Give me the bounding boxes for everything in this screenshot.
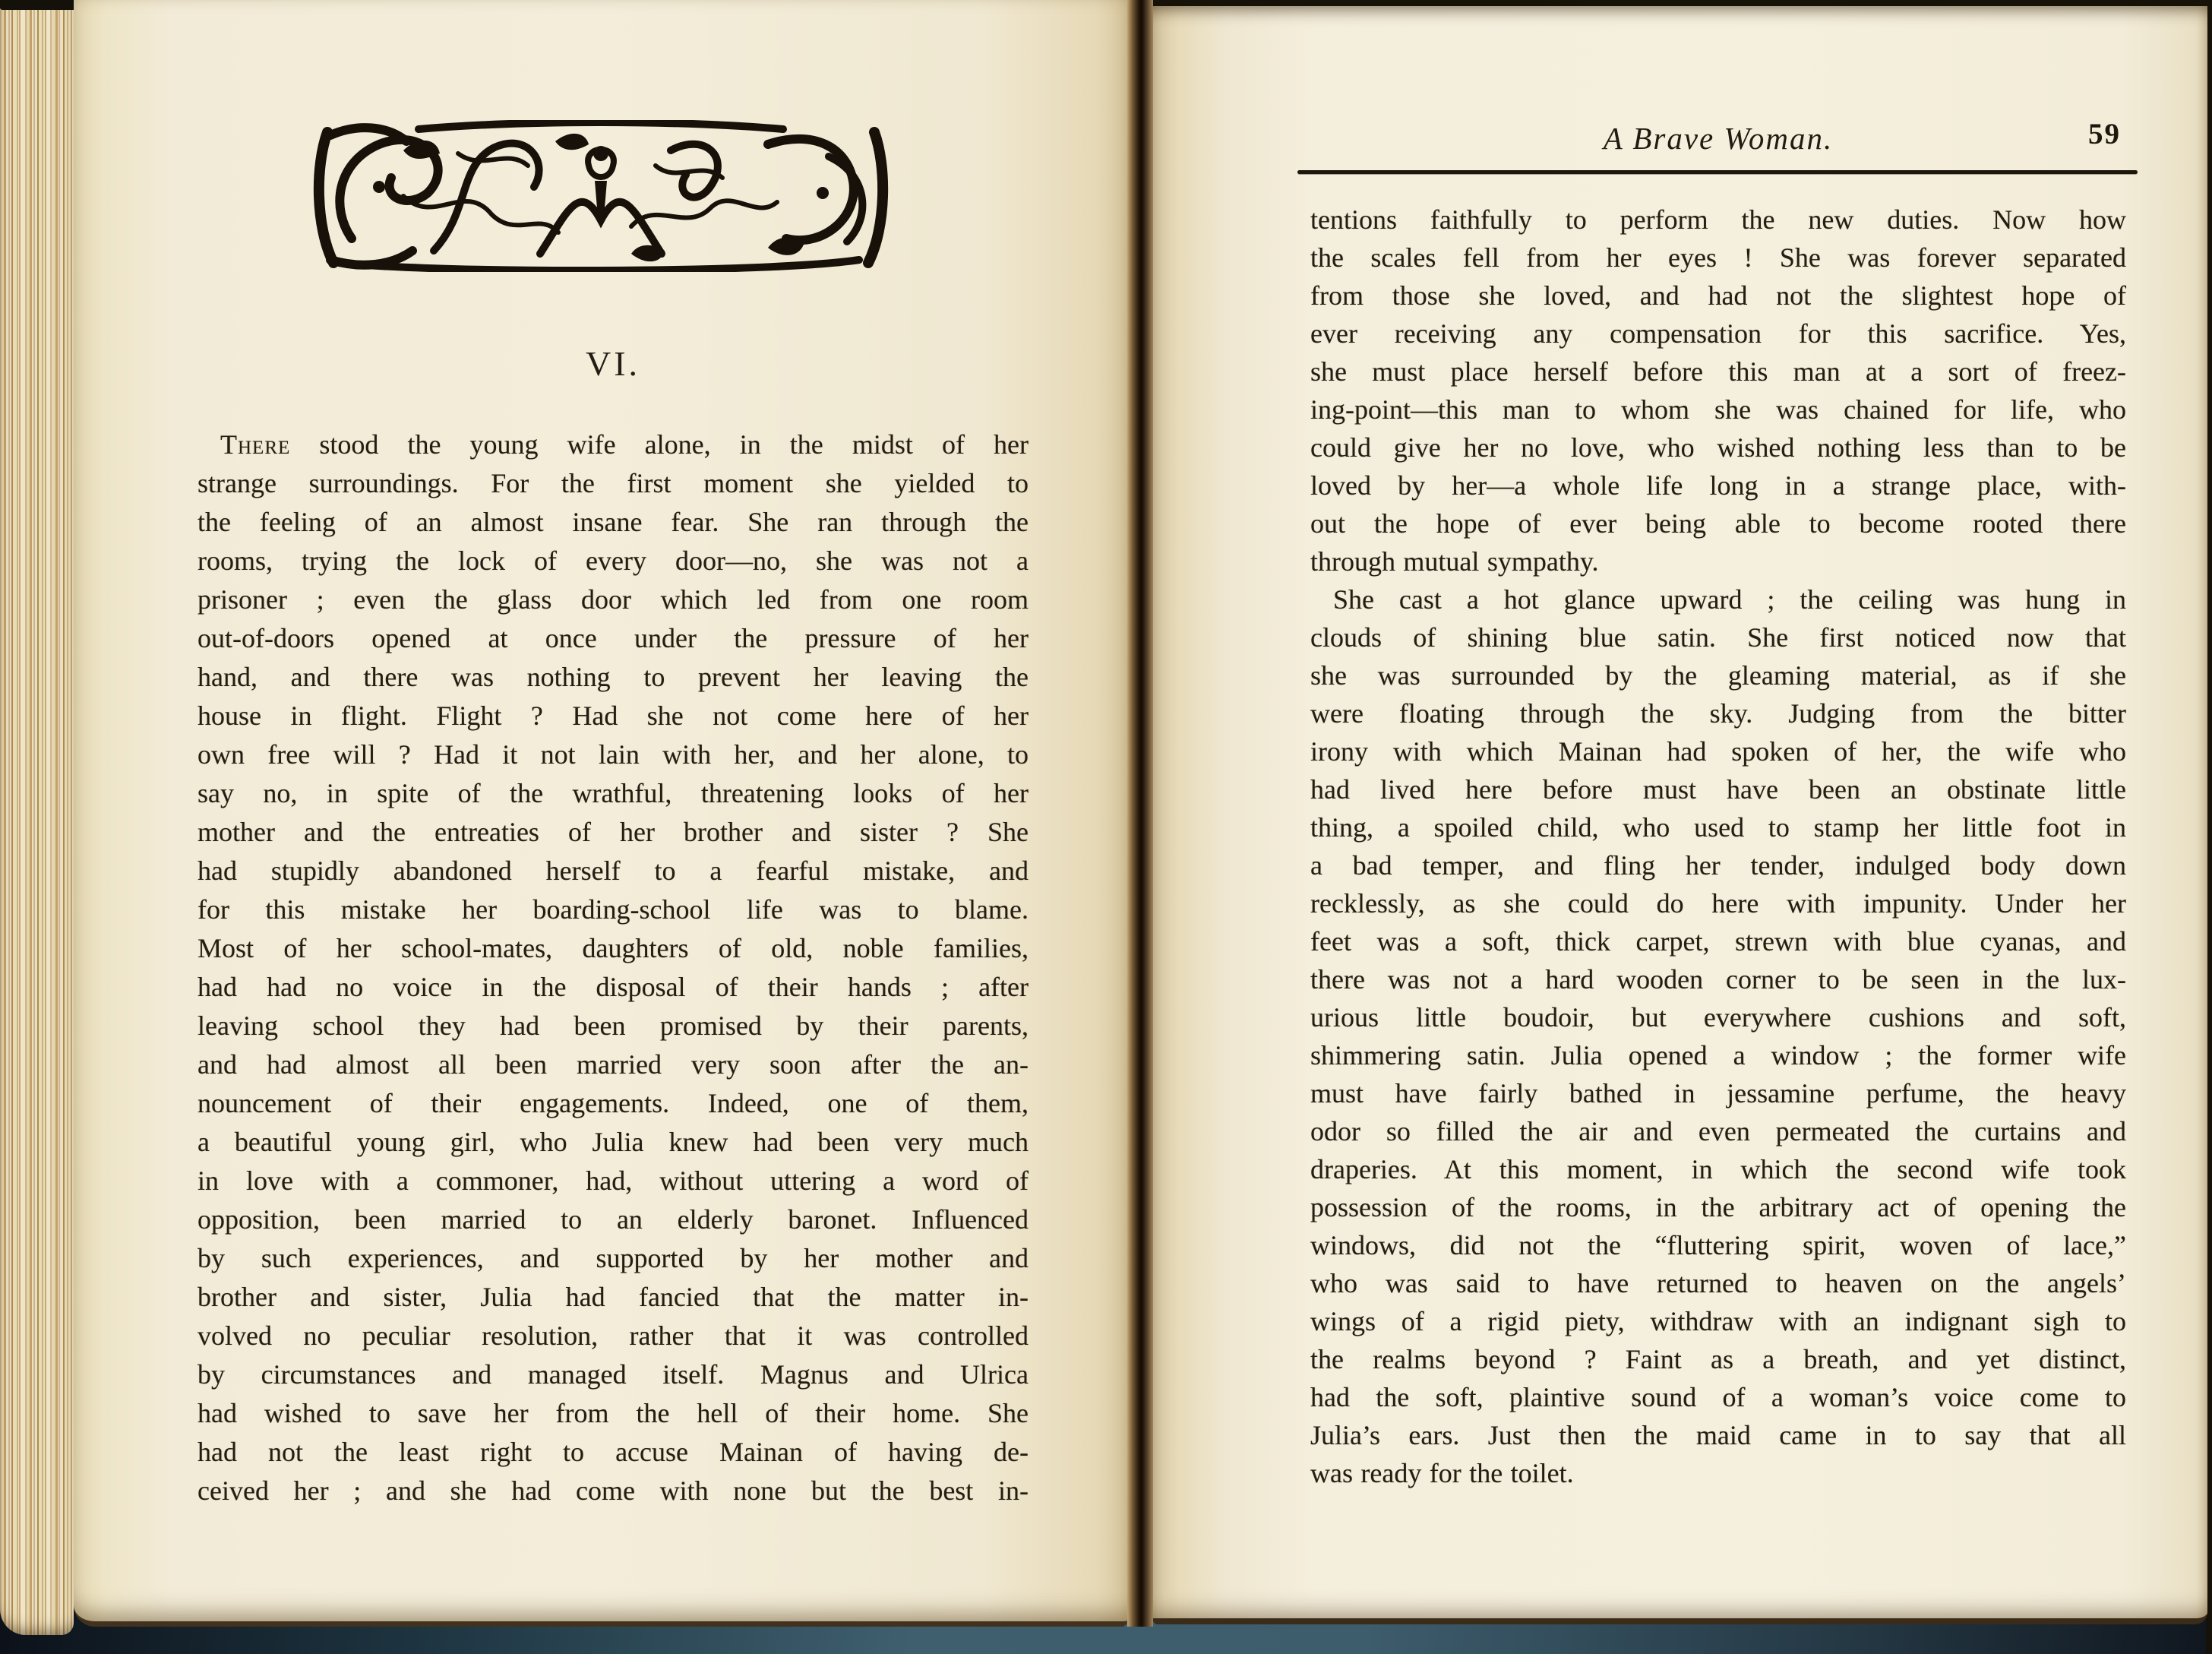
text-line: mother and the entreaties of her brother and sister ? She bbox=[198, 817, 1029, 847]
text-line: ever receiving any compensation for this sacrifice. Yes, bbox=[1310, 318, 2126, 349]
text-line: she was surrounded by the gleaming material, as if she bbox=[1310, 660, 2126, 691]
text-line: wings of a rigid piety, withdraw with an indignant sigh to bbox=[1310, 1306, 2126, 1336]
text-line: for this mistake her boarding-school life was to blame. bbox=[198, 894, 1029, 925]
text-line: and had almost all been married very soon after the an- bbox=[198, 1049, 1029, 1080]
text-line: brother and sister, Julia had fancied that the matter in- bbox=[198, 1282, 1029, 1312]
text-line: irony with which Mainan had spoken of her, the wife who bbox=[1310, 736, 2126, 767]
text-line: say no, in spite of the wrathful, threatening looks of her bbox=[198, 778, 1029, 808]
book-gutter bbox=[1127, 0, 1153, 1627]
text-line: out-of-doors opened at once under the pressure of her bbox=[198, 623, 1029, 653]
text-line: a beautiful young girl, who Julia knew had been very much bbox=[198, 1127, 1029, 1157]
smallcaps-lead-word: There bbox=[220, 429, 291, 460]
text-line: had wished to save her from the hell of their home. She bbox=[198, 1398, 1029, 1428]
text-line: Most of her school-mates, daughters of old, noble families, bbox=[198, 933, 1029, 963]
text-line: must have fairly bathed in jessamine perfume, the heavy bbox=[1310, 1078, 2126, 1108]
text-line: odor so filled the air and even permeated the curtains and bbox=[1310, 1116, 2126, 1146]
text-line: strange surroundings. For the first moment she yielded to bbox=[198, 468, 1029, 498]
page-number: 59 bbox=[2088, 118, 2121, 150]
text-line: prisoner ; even the glass door which led from one room bbox=[198, 584, 1029, 615]
text-line: She cast a hot glance upward ; the ceiling was hung in bbox=[1333, 584, 2126, 615]
text-line: recklessly, as she could do here with impunity. Under her bbox=[1310, 888, 2126, 919]
text-line: possession of the rooms, in the arbitrary act of opening the bbox=[1310, 1192, 2126, 1222]
text-line: could give her no love, who wished nothing less than to be bbox=[1310, 432, 2126, 463]
text-line: leaving school they had been promised by their parents, bbox=[198, 1010, 1029, 1041]
left-page bbox=[74, 0, 1127, 1627]
text-line: the scales fell from her eyes ! She was forever separated bbox=[1310, 242, 2126, 273]
text-line: clouds of shining blue satin. She first noticed now that bbox=[1310, 622, 2126, 653]
text-line: Julia’s ears. Just then the maid came in to say that all bbox=[1310, 1420, 2126, 1450]
text-line: had not the least right to accuse Mainan of having de- bbox=[198, 1437, 1029, 1467]
text-line: was ready for the toilet. bbox=[1310, 1458, 1574, 1488]
header-rule bbox=[1297, 170, 2138, 174]
text-line: had the soft, plaintive sound of a woman’s voice come to bbox=[1310, 1382, 2126, 1412]
ornament-woodcut-graphic bbox=[312, 120, 890, 272]
text-line: ing-point—this man to whom she was chained for life, who bbox=[1310, 394, 2126, 425]
text-line: rooms, trying the lock of every door—no, she was not a bbox=[198, 546, 1029, 576]
text-line: through mutual sympathy. bbox=[1310, 546, 1599, 577]
page-edge-stack bbox=[0, 0, 74, 1635]
text-line: she must place herself before this man at a sort of freez- bbox=[1310, 356, 2126, 387]
text-line: There stood the young wife alone, in the midst of her bbox=[220, 429, 1029, 460]
text-line: urious little boudoir, but everywhere cushions and soft, bbox=[1310, 1002, 2126, 1033]
running-header: A Brave Woman. bbox=[1603, 121, 1834, 156]
text-line: thing, a spoiled child, who used to stamp her little foot in bbox=[1310, 812, 2126, 843]
chapter-heading: VI. bbox=[585, 344, 641, 383]
right-page bbox=[1153, 6, 2207, 1624]
chapter-ornament bbox=[312, 120, 890, 272]
text-line: feet was a soft, thick carpet, strewn with blue cyanas, and bbox=[1310, 926, 2126, 957]
text-line: had had no voice in the disposal of their hands ; after bbox=[198, 972, 1029, 1002]
text-line: the feeling of an almost insane fear. She ran through the bbox=[198, 507, 1029, 537]
text-line: draperies. At this moment, in which the second wife took bbox=[1310, 1154, 2126, 1184]
text-line: house in flight. Flight ? Had she not come here of her bbox=[198, 700, 1029, 731]
text-line: tentions faithfully to perform the new duties. Now how bbox=[1310, 204, 2126, 235]
text-line: by circumstances and managed itself. Magnus and Ulrica bbox=[198, 1359, 1029, 1390]
text-line: by such experiences, and supported by her mother and bbox=[198, 1243, 1029, 1273]
text-line: windows, did not the “fluttering spirit, woven of lace,” bbox=[1310, 1230, 2126, 1260]
text-line: nouncement of their engagements. Indeed, one of them, bbox=[198, 1088, 1029, 1118]
text-line: were floating through the sky. Judging from the bitter bbox=[1310, 698, 2126, 729]
right-page-text bbox=[1310, 201, 2126, 1492]
text-line: a bad temper, and fling her tender, indulged body down bbox=[1310, 850, 2126, 881]
text-line: from those she loved, and had not the slightest hope of bbox=[1310, 280, 2126, 311]
text-line: in love with a commoner, had, without uttering a word of bbox=[198, 1165, 1029, 1196]
text-line: hand, and there was nothing to prevent her leaving the bbox=[198, 662, 1029, 692]
text-line: own free will ? Had it not lain with her, and her alone, to bbox=[198, 739, 1029, 770]
text-line: shimmering satin. Julia opened a window ; the former wife bbox=[1310, 1040, 2126, 1071]
text-line: the realms beyond ? Faint as a breath, and yet distinct, bbox=[1310, 1344, 2126, 1374]
text-line: had stupidly abandoned herself to a fearful mistake, and bbox=[198, 855, 1029, 886]
text-line: opposition, been married to an elderly baronet. Influenced bbox=[198, 1204, 1029, 1235]
text-line: there was not a hard wooden corner to be seen in the lux- bbox=[1310, 964, 2126, 995]
text-line: loved by her—a whole life long in a strange place, with- bbox=[1310, 470, 2126, 501]
text-line: who was said to have returned to heaven on the angels’ bbox=[1310, 1268, 2126, 1298]
text-line: volved no peculiar resolution, rather that it was controlled bbox=[198, 1320, 1029, 1351]
left-page-text bbox=[198, 425, 1029, 1510]
text-line: ceived her ; and she had come with none but the best in- bbox=[198, 1475, 1029, 1506]
text-line: had lived here before must have been an obstinate little bbox=[1310, 774, 2126, 805]
text-line: out the hope of ever being able to become rooted there bbox=[1310, 508, 2126, 539]
